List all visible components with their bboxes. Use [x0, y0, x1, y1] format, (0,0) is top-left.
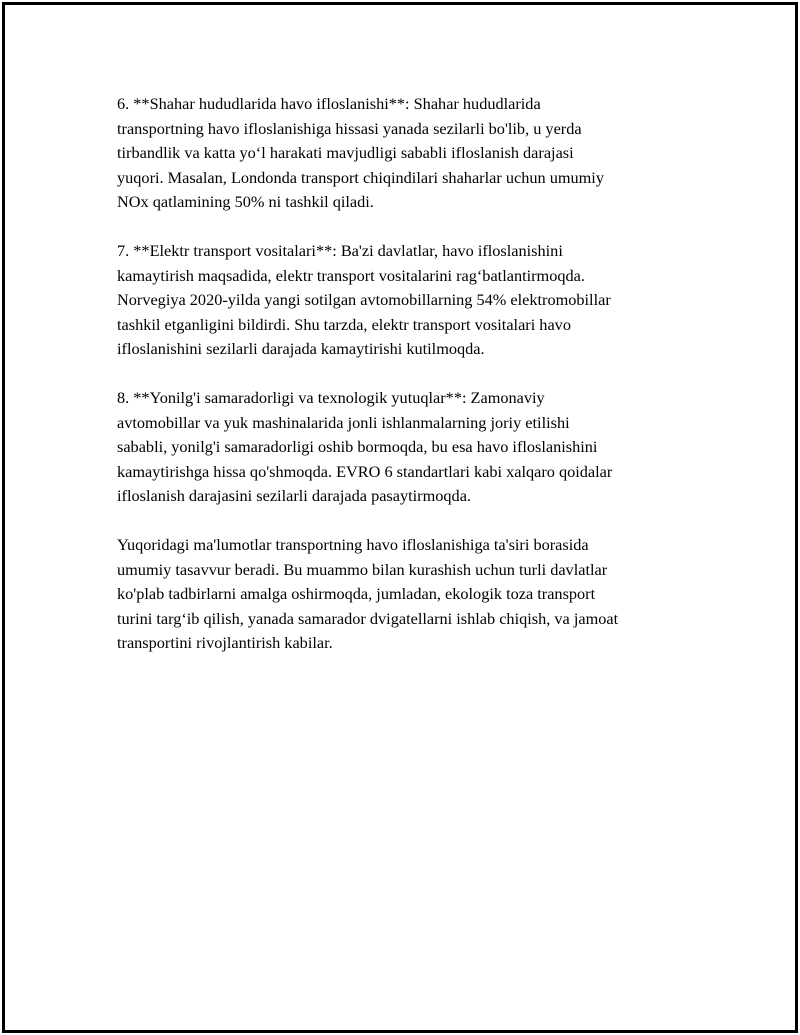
text-line: 7. **Elektr transport vositalari**: Ba'zi davlatlar, havo ifloslanishini — [117, 241, 563, 260]
text-line: ifloslanishini sezilarli darajada kamaytirishi kutilmoqda. — [117, 339, 485, 358]
text-line: ko'plab tadbirlarni amalga oshirmoqda, jumladan, ekologik toza transport — [117, 584, 596, 603]
paragraph-fuel-efficiency — [117, 386, 697, 509]
text-line: kamaytirish maqsadida, elektr transport vositalarini rag‘batlantirmoqda. — [117, 265, 585, 285]
document-body — [117, 92, 697, 680]
paragraph-summary — [117, 533, 697, 656]
paragraph-urban-air-pollution — [117, 92, 697, 215]
text-line: kamaytirishga hissa qo'shmoqda. EVRO 6 standartlari kabi xalqaro qoidalar — [117, 461, 613, 481]
text-line: turini targ‘ib qilish, yanada samarador dvigatellarni ishlab chiqish, va jamoat — [117, 608, 619, 628]
text-line: sababli, yonilg'i samaradorligi oshib bormoqda, bu esa havo ifloslanishini — [117, 437, 598, 456]
text-line: ifloslanish darajasini sezilarli darajada pasaytirmoqda. — [117, 486, 471, 505]
text-line: yuqori. Masalan, Londonda transport chiqindilari shaharlar uchun umumiy — [117, 167, 604, 187]
text-line: umumiy tasavvur beradi. Bu muammo bilan kurashish uchun turli davlatlar — [117, 559, 608, 579]
text-line: 6. **Shahar hududlarida havo ifloslanishi**: Shahar hududlarida — [117, 94, 541, 113]
text-line: avtomobillar va yuk mashinalarida jonli ishlanmalarning joriy etilishi — [117, 412, 570, 432]
text-line: 8. **Yonilg'i samaradorligi va texnologik yutuqlar**: Zamonaviy — [117, 388, 545, 407]
text-line: transportini rivojlantirish kabilar. — [117, 633, 333, 652]
text-line: Yuqoridagi ma'lumotlar transportning havo ifloslanishiga ta'siri borasida — [117, 535, 589, 554]
text-line: Norvegiya 2020-yilda yangi sotilgan avtomobillarning 54% elektromobillar — [117, 290, 611, 309]
text-line: transportning havo ifloslanishiga hissasi yanada sezilarli bo'lib, u yerda — [117, 118, 582, 138]
paragraph-electric-vehicles — [117, 239, 697, 362]
text-line: tashkil etganligini bildirdi. Shu tarzda, elektr transport vositalari havo — [117, 314, 571, 334]
text-line: tirbandlik va katta yo‘l harakati mavjudligi sababli ifloslanish darajasi — [117, 143, 574, 162]
text-line: NOx qatlamining 50% ni tashkil qiladi. — [117, 192, 374, 211]
